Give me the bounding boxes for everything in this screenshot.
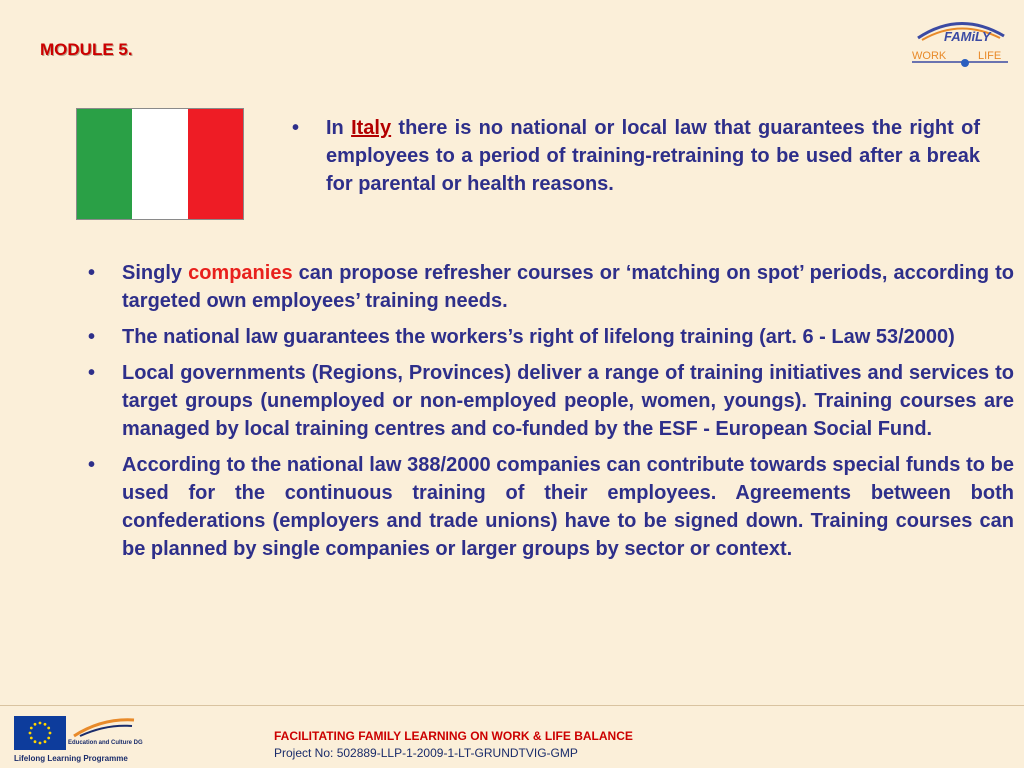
logo-life-text: LIFE xyxy=(978,50,1002,62)
italy-flag xyxy=(76,108,244,220)
intro-text-before: In xyxy=(326,117,352,139)
footer-divider xyxy=(0,705,1024,707)
lifelong-learning-label: Lifelong Learning Programme xyxy=(14,754,128,763)
bullet-item-local-governments xyxy=(88,359,1014,443)
family-work-life-logo xyxy=(908,14,1012,70)
companies-highlight: companies xyxy=(188,262,293,284)
bullet-text: The national law guarantees the workers’s right of lifelong training (art. 6 - Law 53/2000) xyxy=(122,326,955,348)
bullet-icon: • xyxy=(88,362,96,384)
main-bullet-list xyxy=(88,259,1014,571)
bullet-icon: • xyxy=(88,262,96,284)
flag-red-stripe xyxy=(188,109,243,219)
bullet-text-after: can propose refresher courses or ‘matching on spot’ periods, according to targeted own employees’ training needs. xyxy=(122,262,1014,312)
module-title: MODULE 5. xyxy=(40,40,133,59)
intro-text-after: there is no national or local law that guarantees the right of employees to a period of training-retraining to be used after a break for parental or health reasons. xyxy=(326,117,980,195)
bullet-item-companies xyxy=(88,259,1014,315)
bullet-icon: • xyxy=(88,326,96,348)
bullet-icon: • xyxy=(292,117,300,139)
intro-list xyxy=(292,114,980,198)
flag-white-stripe xyxy=(132,109,187,219)
italy-link[interactable]: Italy xyxy=(351,117,392,139)
footer-title: FACILITATING FAMILY LEARNING ON WORK & LIFE BALANCE xyxy=(274,729,633,743)
eu-flag-icon xyxy=(14,716,66,750)
bullet-item-national-law xyxy=(88,323,1014,351)
bullet-item-law-388 xyxy=(88,451,1014,563)
footer-project-number: Project No: 502889-LLP-1-2009-1-LT-GRUNDTVIG-GMP xyxy=(274,746,578,760)
footer-logos xyxy=(10,712,170,766)
flag-green-stripe xyxy=(77,109,132,219)
bullet-text: According to the national law 388/2000 companies can contribute towards special funds to be used for the continuous training of their employees. Agreements between both confederations (employers and trade unions) have to be signed down. Training courses can be planned by single companies or larger groups by sector or context. xyxy=(122,454,1014,560)
education-culture-swoosh-icon xyxy=(72,716,136,738)
logo-work-text: WORK xyxy=(912,50,947,62)
logo-family-text: FAMiLY xyxy=(944,29,991,44)
bullet-text: Local governments (Regions, Provinces) deliver a range of training initiatives and services to target groups (unemployed or non-employed people, women, youngs). Training courses are managed by local training centres and co-funded by the ESF - European Social Fund. xyxy=(122,362,1014,440)
bullet-text-before: Singly xyxy=(122,262,189,284)
bullet-icon: • xyxy=(88,454,96,476)
intro-item xyxy=(292,114,980,198)
education-culture-label: Education and Culture DG xyxy=(68,740,143,746)
